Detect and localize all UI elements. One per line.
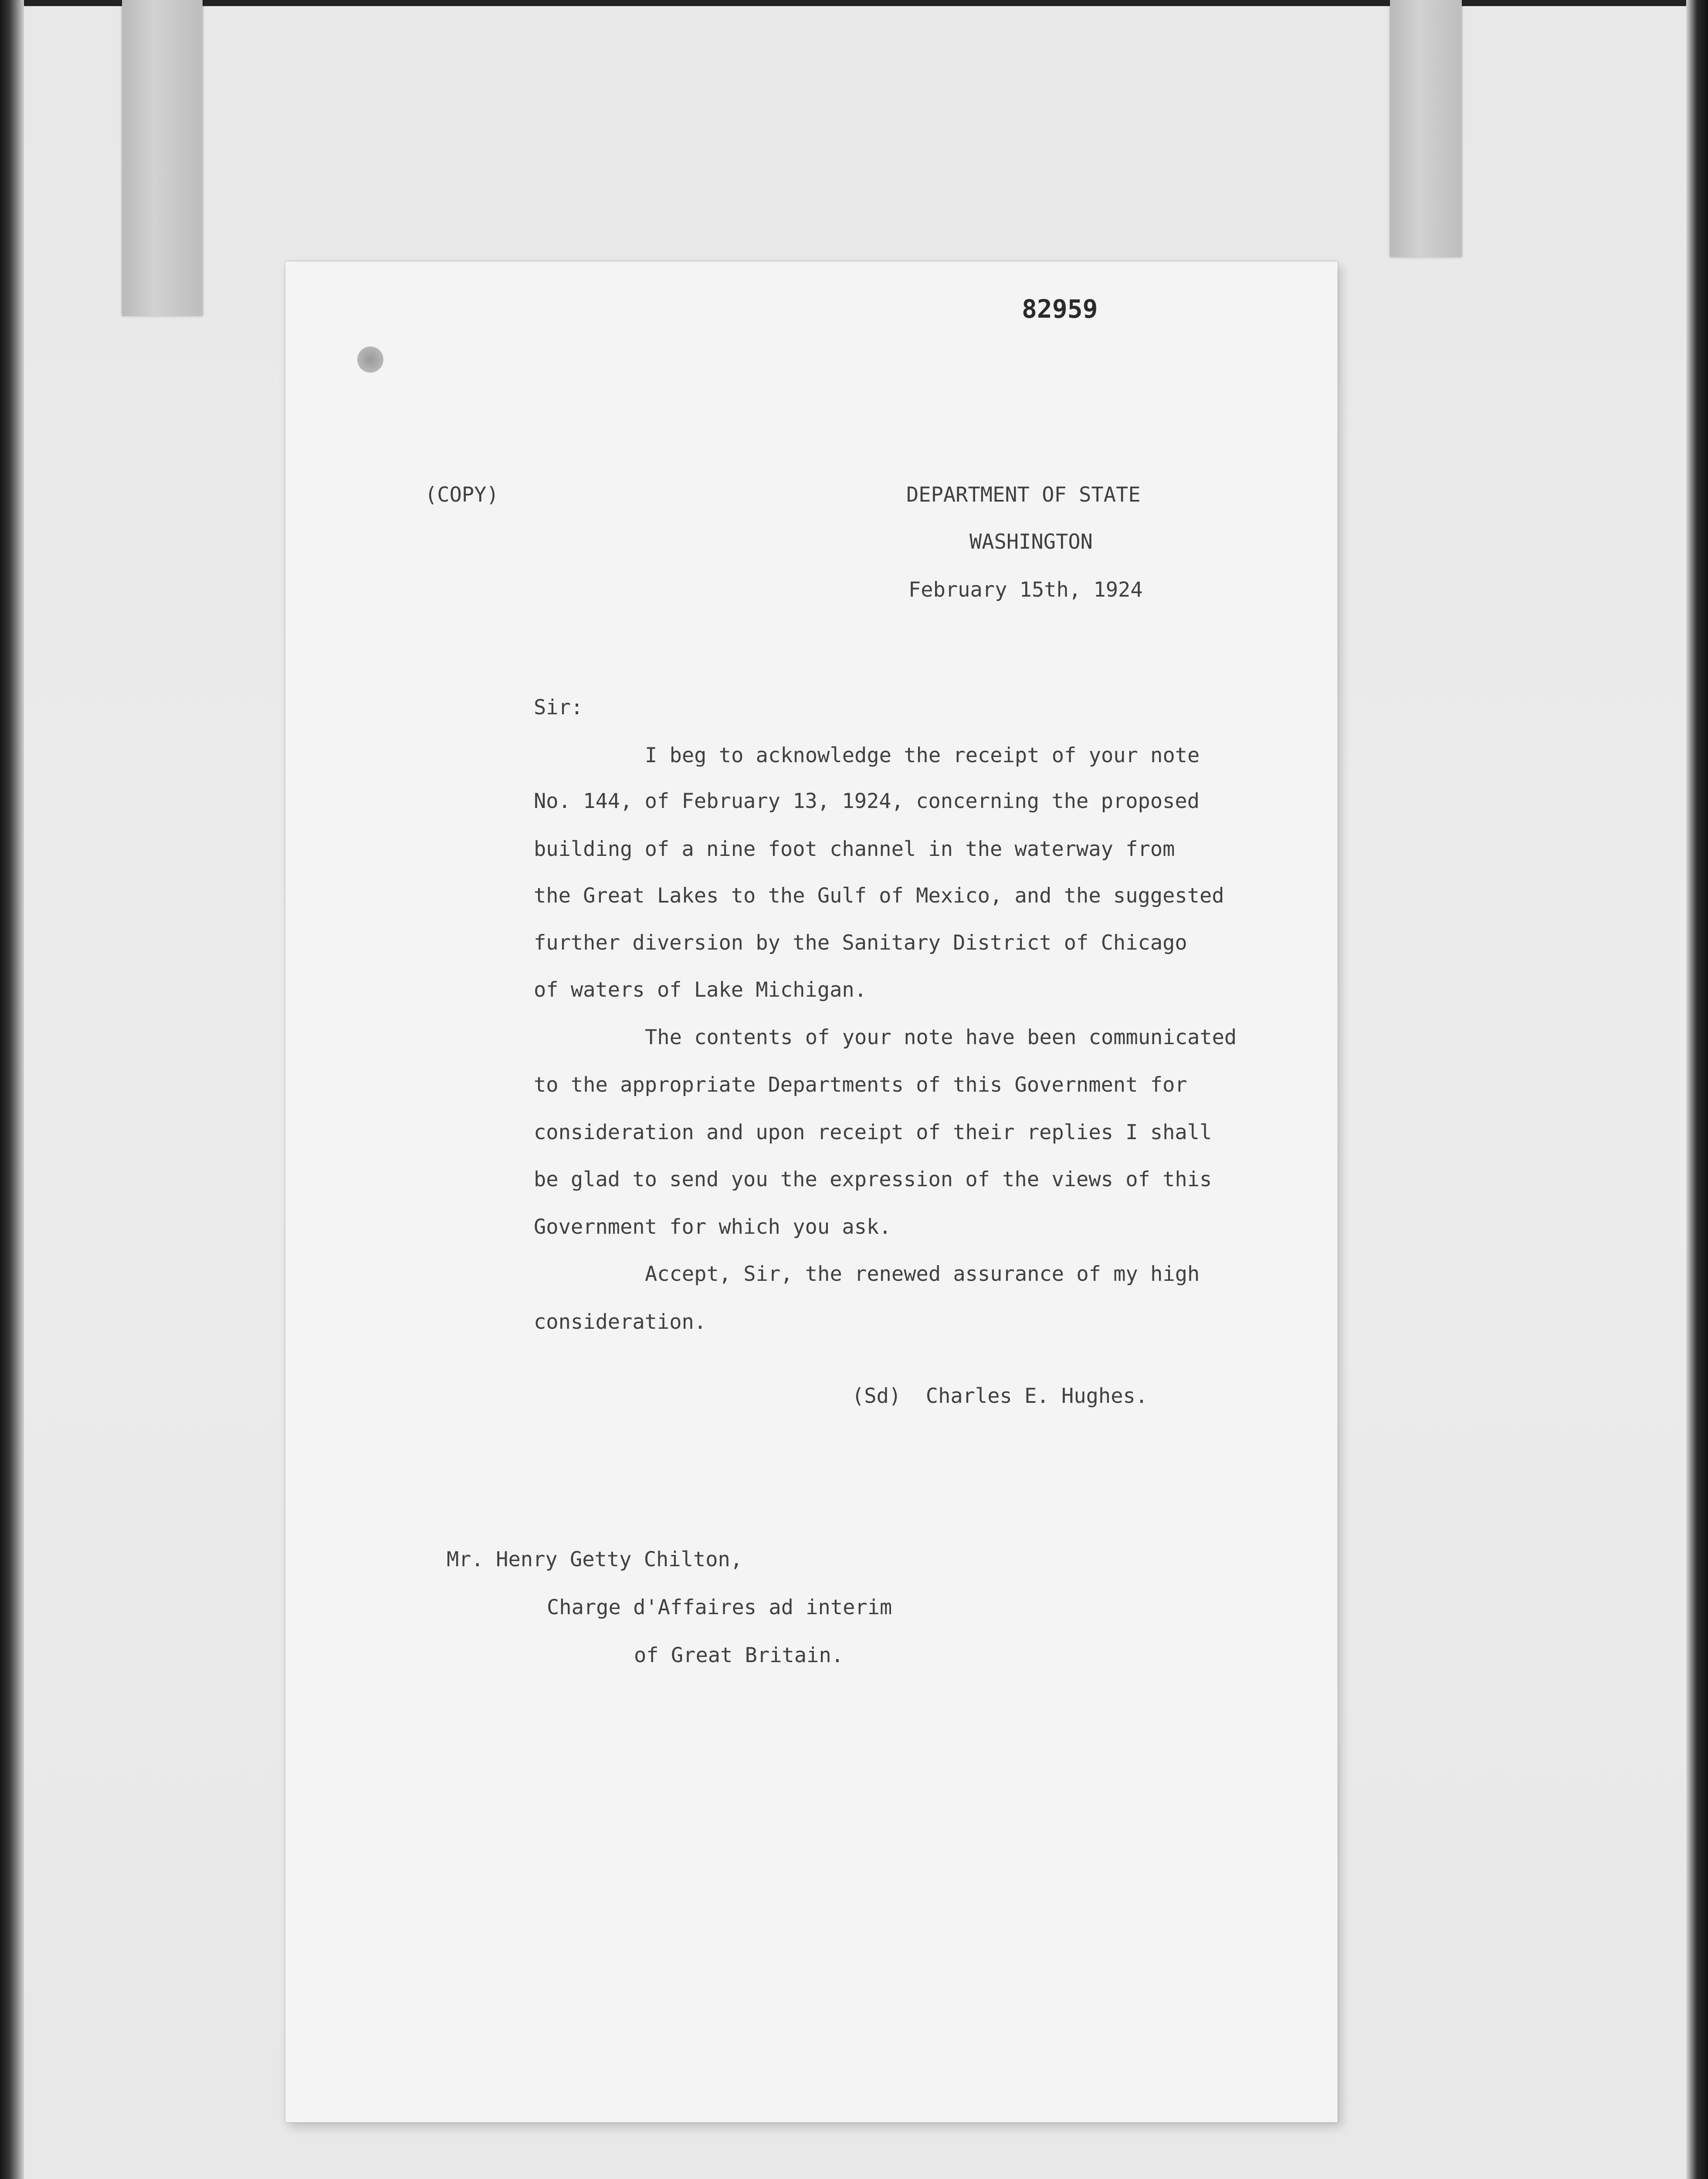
body-line: be glad to send you the expression of the views of this <box>534 1168 1212 1191</box>
letter-date: February 15th, 1924 <box>908 578 1143 602</box>
body-line: to the appropriate Departments of this Government for <box>534 1073 1187 1097</box>
body-line: consideration. <box>534 1310 707 1334</box>
signature: (Sd) Charles E. Hughes. <box>852 1384 1148 1408</box>
body-line: further diversion by the Sanitary District of Chicago <box>534 931 1187 955</box>
body-line: the Great Lakes to the Gulf of Mexico, and the suggested <box>534 884 1224 908</box>
body-line: Government for which you ask. <box>534 1215 891 1239</box>
body-line: of waters of Lake Michigan. <box>534 978 867 1002</box>
addressee-name: Mr. Henry Getty Chilton, <box>447 1548 743 1571</box>
body-line: Accept, Sir, the renewed assurance of my high <box>645 1262 1200 1286</box>
punch-hole <box>357 346 383 373</box>
letter-page <box>285 261 1338 2122</box>
addressee-title: Charge d'Affaires ad interim <box>547 1595 892 1619</box>
film-edge-right <box>1686 0 1708 2179</box>
salutation: Sir: <box>534 696 583 720</box>
copy-mark: (COPY) <box>425 483 499 507</box>
body-line: The contents of your note have been communicated <box>645 1025 1237 1049</box>
film-edge-left <box>0 0 24 2179</box>
body-line: building of a nine foot channel in the waterway from <box>534 837 1175 861</box>
department-heading: DEPARTMENT OF STATE <box>906 483 1141 507</box>
document-number: 82959 <box>1022 294 1098 324</box>
addressee-country: of Great Britain. <box>634 1643 844 1667</box>
body-line: No. 144, of February 13, 1924, concerning the proposed <box>534 789 1200 813</box>
body-line: I beg to acknowledge the receipt of your note <box>645 743 1200 767</box>
city-heading: WASHINGTON <box>969 530 1093 554</box>
body-line: consideration and upon receipt of their replies I shall <box>534 1120 1212 1144</box>
tape-top-right <box>1390 0 1462 257</box>
tape-top-left <box>122 0 203 316</box>
